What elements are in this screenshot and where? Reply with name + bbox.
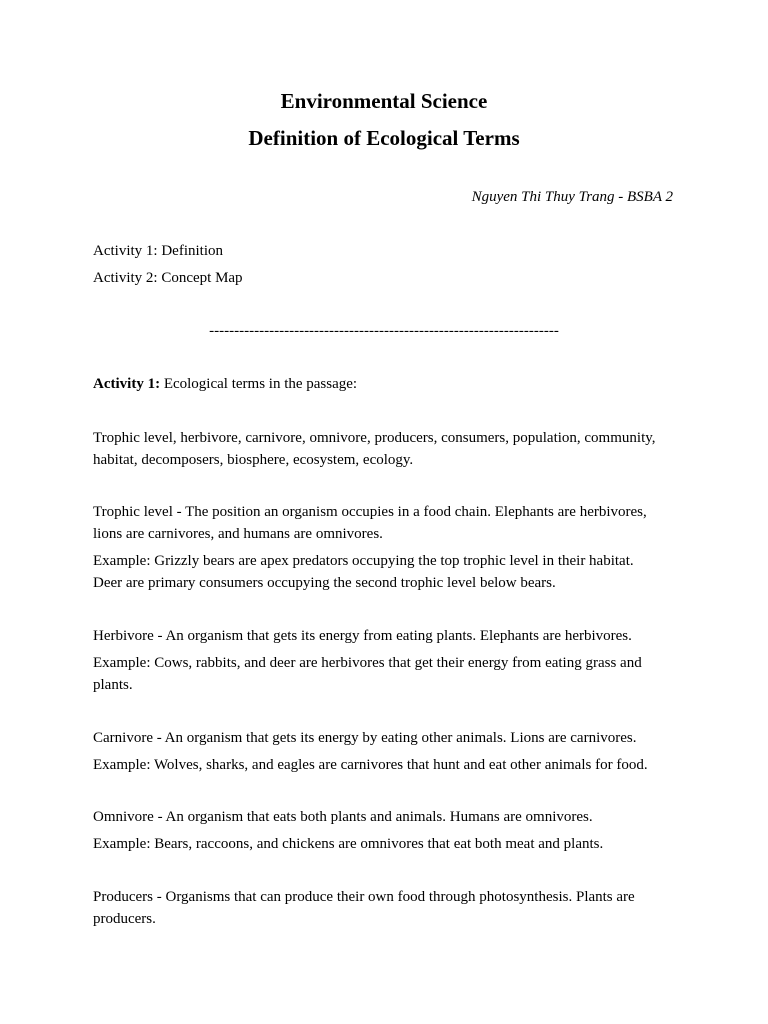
section-divider: ---------------------------------------------------------------------- — [209, 323, 559, 339]
activity-1-heading-label: Activity 1: — [93, 376, 161, 392]
herbivore-definition: Herbivore - An organism that gets its energy from eating plants. Elephants are herbivores. — [93, 628, 632, 644]
activity-1-heading — [93, 373, 683, 395]
trophic-level-definition: lions are carnivores, and humans are omnivores. — [93, 526, 383, 542]
terms-list-line: Trophic level, herbivore, carnivore, omnivore, producers, consumers, population, community, — [93, 430, 656, 446]
producers-definition: producers. — [93, 911, 156, 927]
toc-item-activity-1: Activity 1: Definition — [93, 243, 223, 259]
document-subtitle: Definition of Ecological Terms — [248, 126, 520, 150]
herbivore-example: plants. — [93, 677, 133, 693]
terms-list-line: habitat, decomposers, biosphere, ecosystem, ecology. — [93, 452, 414, 468]
trophic-level-example: Example: Grizzly bears are apex predators occupying the top trophic level in their habitat. — [93, 553, 634, 569]
document-title: Environmental Science — [280, 89, 488, 113]
trophic-level-definition: Trophic level - The position an organism occupies in a food chain. Elephants are herbivores, — [93, 504, 647, 520]
trophic-level-example: Deer are primary consumers occupying the second trophic level below bears. — [93, 575, 556, 591]
herbivore-example: Example: Cows, rabbits, and deer are herbivores that get their energy from eating grass and — [93, 655, 642, 671]
omnivore-definition: Omnivore - An organism that eats both plants and animals. Humans are omnivores. — [93, 809, 593, 825]
author-line: Nguyen Thi Thuy Trang - BSBA 2 — [471, 189, 673, 205]
activity-1-heading-text: Ecological terms in the passage: — [160, 376, 358, 392]
omnivore-example: Example: Bears, raccoons, and chickens are omnivores that eat both meat and plants. — [93, 836, 604, 852]
carnivore-example: Example: Wolves, sharks, and eagles are carnivores that hunt and eat other animals for food. — [93, 757, 648, 773]
producers-definition: Producers - Organisms that can produce their own food through photosynthesis. Plants are — [93, 889, 635, 905]
carnivore-definition: Carnivore - An organism that gets its energy by eating other animals. Lions are carnivores. — [93, 730, 637, 746]
toc-item-activity-2: Activity 2: Concept Map — [93, 270, 243, 286]
